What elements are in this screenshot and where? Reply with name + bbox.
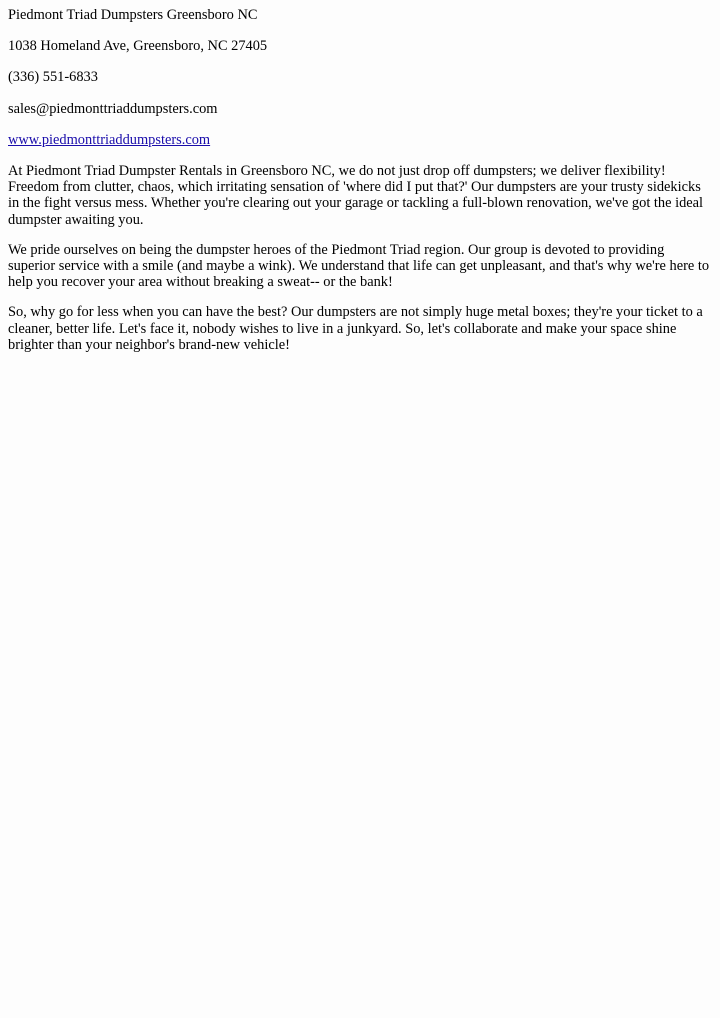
business-email: sales@piedmonttriaddumpsters.com <box>8 100 218 117</box>
business-name: Piedmont Triad Dumpsters Greensboro NC <box>8 7 258 23</box>
closing-paragraph: So, why go for less when you can have the best? Our dumpsters are not simply huge metal boxes; they're your ticket to a cleaner, better life. Let's face it, nobody wishes to live in a junkyard. So, let's collaborate and make your space shine brighter than your neighbor's brand-new vehicle! <box>8 304 703 353</box>
business-phone: (336) 551-6833 <box>8 69 98 86</box>
about-paragraph: We pride ourselves on being the dumpster heroes of the Piedmont Triad region. Our group is devoted to providing superior service with a smile (and maybe a wink). We understand that life can get unpleasant, and that's why we're here to help you recover your area without breaking a sweat-- or the bank! <box>8 241 710 291</box>
intro-paragraph: At Piedmont Triad Dumpster Rentals in Greensboro NC, we do not just drop off dumpsters; we deliver flexibility! Freedom from clutter, chaos, which irritating sensation of 'where did I put that?' Our dumpsters are your trusty sidekicks in the fight versus mess. Whether you're clearing out your garage or tackling a full-blown renovation, we've got the ideal dumpster awaiting you. <box>8 163 704 228</box>
website-link[interactable]: www.piedmonttriaddumpsters.com <box>8 131 211 148</box>
business-address: 1038 Homeland Ave, Greensboro, NC 27405 <box>8 38 268 55</box>
